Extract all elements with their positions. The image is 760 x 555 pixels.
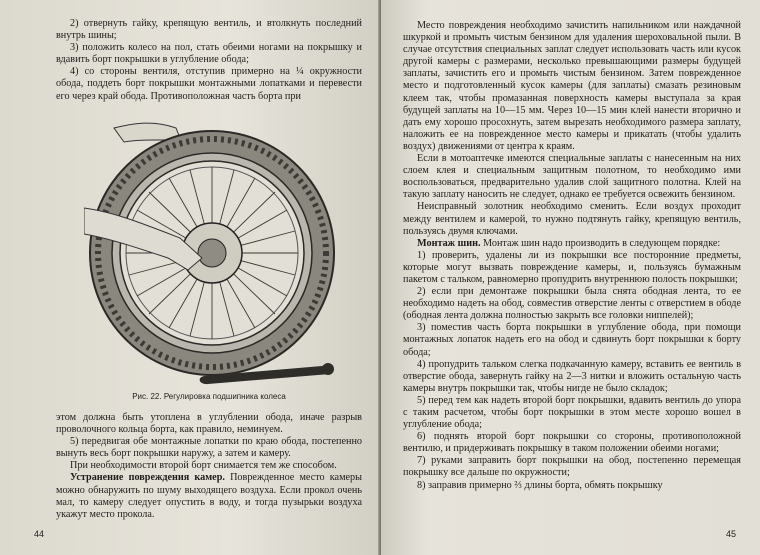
left-top-text [56,18,362,103]
paragraph: Если в мотоаптечке имеются специальные заплаты с нанесенным на них слоем клея и специальным защитным полотном, то необходимо ими воспользоваться, предварительно удалив слой защитного полотна. Клей на такую заплату наносить не следует, однако ее требуется освежить бензином. [403,153,741,201]
list-item: 3) поместив часть борта покрышки в углубление обода, при помощи монтажных лопаток надеть его на обод и сдвинуть борт покрышки к борту обода; [403,322,741,358]
paragraph: 4) со стороны вентиля, отступив примерно на ¼ окружности обода, поддеть борт покрышки монтажными лопатками и перевести его через край обода. Противоположная часть борта при [56,66,362,102]
section-paragraph [56,472,362,520]
section-text: Монтаж шин надо производить в следующем порядке: [480,237,721,249]
section-paragraph [403,238,741,250]
page-number: 44 [34,529,45,539]
right-body-text [403,20,741,492]
list-item: 7) руками заправить борт покрышки на обод, постепенно перемещая покрышку все дальше по окружности; [403,455,741,479]
wheel-illustration [84,108,352,398]
list-item: 6) поднять второй борт покрышки со стороны, противоположной вентилю, и придерживать покрышку в таком положении обеими ногами; [403,431,741,455]
section-heading: Монтаж шин. [417,237,481,249]
paragraph: этом должна быть утоплена в углублении обода, иначе разрыв проволочного кольца борта, как правило, неминуем. [56,412,362,436]
left-bottom-text [56,412,362,521]
figure-caption: Рис. 22. Регулировка подшипника колеса [132,392,286,401]
section-text: Поврежденное место камеры можно обнаружить по шуму выходящего воздуха. Если прокол очень мал, то камеру следует опустить в воду, и тогда пузырьки воздуха укажут место прокола. [56,472,362,520]
list-item: 5) перед тем как надеть второй борт покрышки, вдавить вентиль до упора с таким расчетом, чтобы борт покрышки в этом месте хорошо вошел в углубление обода; [403,394,741,431]
list-item: 2) если при демонтаже покрышки была снята ободная лента, то ее необходимо надеть на обод, совместив отверстие ленты с отверстием в ободе (ободная лента должна полностью закрыть все головки ниппелей); [403,286,741,322]
right-page [381,0,760,555]
list-item: 8) заправив примерно ⅔ длины борта, обмять покрышку [417,479,663,491]
page-number: 45 [725,529,736,539]
list-item: 4) пропудрить тальком слегка подкачанную камеру, вставить ее вентиль в отверстие обода, завернуть гайку на 2—3 нитки и вложить остальную часть камеры внутрь покрышки так, чтобы нигде не было складок; [403,358,741,394]
paragraph: 3) положить колесо на пол, стать обеими ногами на покрышку и вдавить борт покрышки в углубление обода; [56,42,362,66]
paragraph: 2) отвернуть гайку, крепящую вентиль, и втолкнуть последний внутрь шины; [56,18,362,42]
paragraph: 5) передвигая обе монтажные лопатки по краю обода, постепенно вынуть весь борт покрышки наружу, а затем и камеру. [56,436,362,460]
paragraph: Место повреждения необходимо зачистить напильником или наждачной шкуркой и промыть чистым бензином для удаления шероховальной пыли. В случае отсутствия специальных заплат следует использовать часть или кусок другой камеры с размерами, несколько превышающими размеры будущей заплаты, зачистить его и промыть чистым бензином. Затем поврежденное место и подготовленный кусок камеры (для заплаты) смазать резиновым клеем так, чтобы промазанная поверхность камеры выступала за края будущей заплаты на 10—15 мм. Через 10—15 мин клей нанести вторично и дать ему хорошо просохнуть, затем вырезать необходимого размера заплату, наложить ее на поврежденное место камеры и прикатать (чтобы удалить воздух) движениями от центра к краям. [403,20,741,152]
list-item: 1) проверить, удалены ли из покрышки все посторонние предметы, которые могут вызвать повреждение камеры, и, пользуясь бумажным пакетом с тальком, равномерно пропудрить внутреннюю полость покрышки; [403,249,741,285]
paragraph: Неисправный золотник необходимо сменить. Если воздух проходит между вентилем и камерой, то нужно подтянуть гайку, крепящую вентиль, пользуясь двумя ключами. [403,201,741,237]
paragraph: При необходимости второй борт снимается тем же способом. [70,460,337,472]
section-heading: Устранение повреждения камер. [70,472,225,484]
